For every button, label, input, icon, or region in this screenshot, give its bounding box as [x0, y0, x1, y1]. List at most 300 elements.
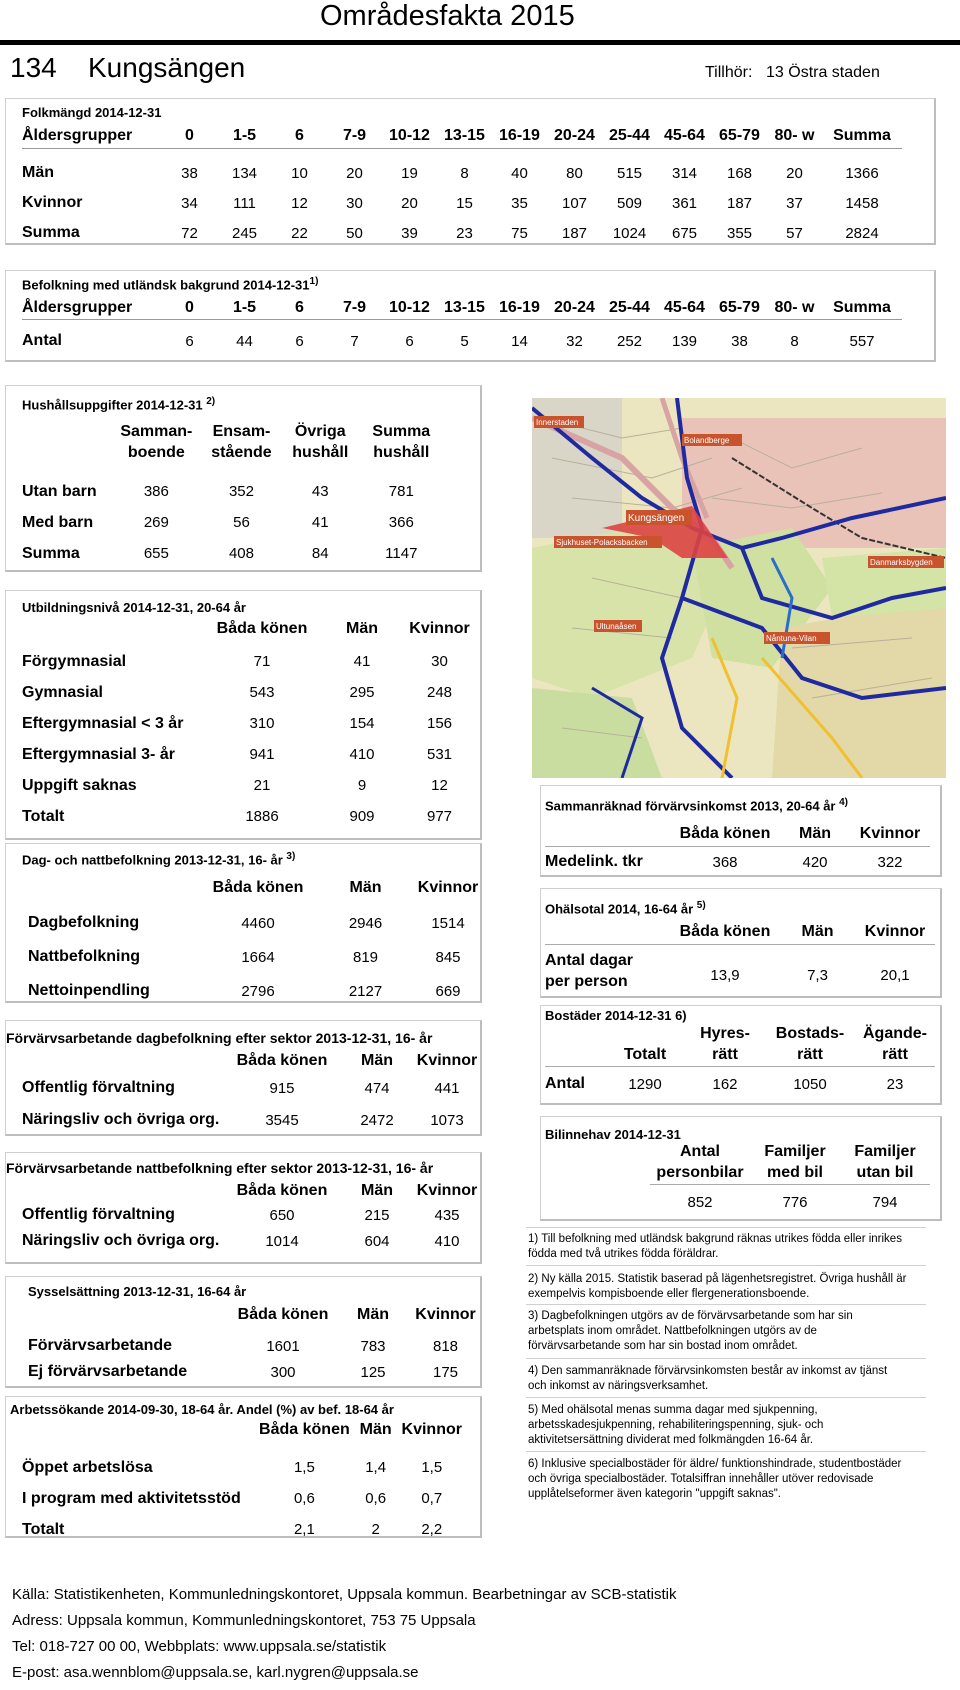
row-label: Nettoinpendling	[28, 982, 150, 999]
cell: 56	[233, 514, 250, 531]
cell: 776	[782, 1193, 808, 1211]
cell: 1073	[430, 1111, 464, 1129]
table-row	[545, 850, 930, 874]
col-header: 13-15	[444, 126, 485, 144]
col-header: Kvinnor	[416, 1182, 478, 1199]
cell: 75	[511, 224, 528, 242]
cell: 1886	[245, 808, 279, 825]
row-label: Män	[22, 164, 54, 181]
map-label-sjukhuset: Sjukhuset-Polacksbacken	[556, 538, 648, 547]
row-label: Gymnasial	[22, 683, 103, 701]
col-header: Övriga	[294, 423, 346, 440]
table-row	[22, 646, 477, 677]
cell: 1664	[241, 948, 275, 966]
col-header: Män	[799, 824, 831, 842]
cell: 604	[364, 1232, 390, 1250]
footer-email: E-post: asa.wennblom@uppsala.se, karl.nygren@uppsala.se	[12, 1664, 419, 1681]
cell: 1,4	[365, 1459, 387, 1476]
col-header: Båda könen	[259, 1421, 350, 1438]
col-header: boende	[127, 444, 185, 461]
table-row	[22, 476, 442, 507]
table-row	[22, 1514, 462, 1545]
cell: 531	[426, 746, 453, 763]
cell: 10	[291, 164, 308, 182]
housing-table	[545, 1024, 935, 1096]
table-row	[22, 538, 442, 569]
row-label: Kvinnor	[22, 194, 83, 211]
footnote-separator	[526, 1397, 926, 1398]
footer-source: Källa: Statistikenheten, Kommunledningskontoret, Uppsala kommun. Bearbetningar av SCB-statistik	[12, 1586, 677, 1603]
daynight-title	[22, 851, 295, 867]
cell: 366	[388, 514, 414, 531]
cell: 3545	[265, 1111, 299, 1129]
cell: 6	[405, 332, 414, 350]
cell: 13,9	[710, 966, 740, 984]
foreign-title	[22, 276, 318, 292]
table-row	[650, 1190, 930, 1214]
col-header: 1-5	[232, 298, 257, 316]
col-header: Ägande-	[863, 1025, 927, 1042]
cell: 57	[786, 224, 803, 242]
col-header: 13-15	[444, 298, 485, 316]
cell: 1,5	[293, 1459, 315, 1476]
education-header-row	[22, 618, 477, 640]
table-row	[545, 1072, 935, 1096]
col-header	[605, 1024, 685, 1044]
col-header: rätt	[712, 1045, 738, 1063]
row-label: Uppgift saknas	[22, 776, 137, 794]
daynight-note: 3)	[286, 851, 296, 862]
cell: 8	[460, 164, 469, 182]
col-header: hushåll	[373, 444, 430, 461]
cell: 5	[460, 332, 469, 350]
col-header: Familjer	[764, 1143, 826, 1160]
row-label: Antal	[545, 1075, 585, 1092]
cell: 8	[790, 332, 799, 350]
table-row	[22, 708, 477, 739]
housing-header-row-2	[545, 1044, 935, 1066]
daynight-header-row	[28, 876, 483, 900]
cell: 32	[566, 332, 583, 350]
cell: 50	[346, 224, 363, 242]
cell: 187	[726, 194, 753, 212]
households-title-text: Hushållsuppgifter 2014-12-31	[22, 397, 203, 413]
daynight-title-text: Dag- och nattbefolkning 2013-12-31, 16- år	[22, 852, 283, 868]
cell: 410	[349, 746, 375, 763]
map-label-boland: Bolandberge	[684, 436, 730, 445]
col-header: 20-24	[554, 126, 595, 144]
cell: 12	[431, 777, 448, 794]
cell: 650	[269, 1206, 295, 1224]
age-groups-label: Åldersgrupper	[22, 126, 133, 144]
income-title-text: Sammanräknad förvärvsinkomst 2013, 20-64 år	[545, 798, 836, 814]
col-header: Familjer	[854, 1143, 916, 1160]
cell: 818	[432, 1337, 459, 1355]
row-label: Summa	[22, 224, 80, 241]
map-label-innerstaden: Innerstaden	[536, 418, 579, 427]
cell: 38	[181, 164, 198, 182]
table-row	[22, 1452, 462, 1483]
col-header: Män	[359, 1421, 392, 1438]
cell: 2,2	[421, 1521, 443, 1538]
age-groups-label: Åldersgrupper	[22, 298, 133, 316]
footnote-separator	[526, 1304, 926, 1305]
row-label: Nattbefolkning	[28, 948, 140, 965]
cell: 30	[431, 653, 448, 670]
cell: 386	[143, 483, 169, 500]
map-label-ultuna: Ultunaåsen	[596, 622, 637, 631]
cell: 23	[456, 224, 473, 242]
header-rule	[0, 40, 960, 45]
table-row	[22, 1104, 482, 1136]
cell: 1024	[612, 224, 647, 242]
footnote-4: 4) Den sammanräknade förvärvsinkomsten består av inkomst av tjänst och inkomst av näringsverksamhet.	[528, 1365, 888, 1392]
cell: 20	[401, 194, 418, 212]
housing-header-row	[545, 1024, 935, 1044]
foreign-note: 1)	[309, 276, 319, 287]
col-header: Båda könen	[679, 824, 771, 842]
table-row	[22, 158, 902, 188]
cell: 845	[435, 948, 461, 966]
col-header: Kvinnor	[409, 620, 470, 637]
col-header: med bil	[766, 1163, 823, 1181]
households-title	[22, 396, 215, 412]
table-row	[22, 218, 902, 248]
footnote-separator	[526, 1451, 926, 1452]
cell: 156	[426, 715, 453, 732]
foreign-title-text: Befolkning med utländsk bakgrund 2014-12-31	[22, 277, 310, 293]
cars-title: Bilinnehav 2014-12-31	[545, 1127, 681, 1142]
cell: 1458	[845, 194, 879, 212]
cell: 314	[671, 164, 698, 182]
housing-title: Bostäder 2014-12-31 6)	[545, 1008, 687, 1023]
cell: 322	[877, 853, 903, 871]
sickness-title	[545, 900, 706, 916]
cell: 40	[511, 164, 528, 182]
cell: 2472	[360, 1111, 394, 1129]
cell: 352	[228, 483, 254, 500]
area-number: 134	[10, 52, 57, 83]
cell: 19	[401, 164, 418, 182]
col-header: 7-9	[342, 126, 367, 144]
cell: 14	[511, 332, 528, 350]
night-sector-header-row	[22, 1180, 482, 1202]
cell: 35	[511, 194, 528, 212]
col-header: 65-79	[719, 298, 760, 316]
cell: 139	[671, 332, 698, 350]
col-header: Summa	[833, 298, 891, 316]
col-header: 16-19	[499, 126, 540, 144]
col-header: 7-9	[342, 298, 367, 316]
cell: 252	[616, 332, 643, 350]
cell: 675	[671, 224, 698, 242]
cell: 794	[872, 1193, 898, 1211]
table-row	[22, 507, 442, 538]
cell: 1014	[265, 1232, 299, 1250]
table-row	[22, 1483, 462, 1514]
cell: 15	[456, 194, 473, 212]
cell: 2	[371, 1521, 380, 1538]
col-header: Hyres-	[700, 1025, 750, 1042]
sickness-table	[545, 920, 935, 994]
cell: 655	[143, 545, 169, 562]
col-header: 0	[185, 298, 194, 316]
cell: 41	[353, 653, 371, 670]
col-header: hushåll	[292, 444, 349, 461]
col-header: 10-12	[389, 126, 430, 144]
col-header: Män	[349, 879, 382, 896]
cell: 1,5	[421, 1459, 443, 1476]
row-label: Dagbefolkning	[28, 914, 140, 931]
cell: 783	[360, 1337, 386, 1355]
cell: 9	[357, 777, 367, 794]
employment-header-row	[28, 1303, 483, 1327]
col-header: Bostads-	[775, 1025, 845, 1042]
col-header: 20-24	[554, 298, 595, 316]
cell: 22	[291, 224, 308, 242]
cell: 1514	[431, 914, 465, 932]
cell: 368	[712, 853, 738, 871]
col-header: Kvinnor	[859, 824, 921, 842]
cell: 37	[786, 194, 803, 212]
cell: 420	[802, 853, 828, 871]
cell: 44	[236, 332, 253, 350]
cell: 34	[181, 194, 198, 212]
table-row	[22, 1228, 482, 1254]
population-table	[22, 124, 902, 248]
row-label: Summa	[22, 544, 80, 562]
education-table	[22, 618, 477, 832]
cell: 125	[360, 1363, 386, 1381]
table-row	[22, 739, 477, 770]
row-label-line-2: per person	[545, 973, 628, 990]
households-header-row-2	[22, 442, 442, 464]
cell: 977	[426, 808, 453, 825]
cell: 41	[311, 514, 329, 531]
col-header: Båda könen	[212, 879, 304, 896]
cars-table	[650, 1142, 930, 1214]
cell: 248	[426, 684, 453, 701]
cell: 355	[726, 224, 753, 242]
cell: 111	[233, 194, 256, 212]
row-label: Totalt	[22, 807, 65, 825]
map-graphic	[532, 398, 946, 778]
col-header: Summa	[833, 126, 891, 144]
row-label: Totalt	[22, 1520, 65, 1538]
cell: 515	[616, 164, 643, 182]
row-label: I program med aktivitetsstöd	[22, 1489, 241, 1507]
row-label: Medelink. tkr	[545, 853, 643, 870]
cell: 2824	[845, 224, 879, 242]
row-label: Näringsliv och övriga org.	[22, 1232, 220, 1249]
col-header: 10-12	[389, 298, 430, 316]
cell: 1050	[793, 1075, 827, 1093]
col-header: Kvinnor	[417, 879, 479, 896]
map-label-kungsangen: Kungsängen	[628, 513, 685, 524]
cell: 162	[712, 1075, 738, 1093]
row-label: Offentlig förvaltning	[22, 1079, 175, 1096]
day-sector-header-row	[22, 1050, 482, 1072]
table-row	[545, 948, 935, 994]
cell: 4460	[241, 914, 275, 932]
col-header: 6	[295, 126, 304, 144]
footnote-6: 6) Inklusive specialbostäder för äldre/ funktionshindrade, studentbostäder och övriga specialbostäder. Totalsiffran innehåller utöver redovisade upplåtelseformer även kategorin "uppgift saknas".	[528, 1458, 902, 1500]
cell: 819	[352, 948, 379, 966]
col-header: rätt	[797, 1045, 823, 1063]
row-label: Utan barn	[22, 482, 97, 500]
col-header: Män	[346, 620, 378, 637]
col-header: Summa	[372, 423, 431, 440]
cars-header-row-2	[650, 1162, 930, 1184]
col-header: Totalt	[623, 1045, 667, 1063]
row-label: Eftergymnasial < 3 år	[22, 714, 184, 732]
col-header: Ensam-	[212, 423, 271, 440]
area-map	[532, 398, 946, 778]
area-name: Kungsängen	[88, 52, 246, 83]
income-header-row	[545, 822, 930, 846]
cell: 909	[349, 808, 375, 825]
col-header: utan bil	[856, 1163, 914, 1181]
population-header-row	[22, 124, 902, 148]
jobseekers-header-row	[22, 1418, 462, 1442]
cell: 361	[671, 194, 698, 212]
col-header: stående	[211, 444, 272, 461]
cell: 23	[886, 1075, 904, 1093]
households-note: 2)	[206, 396, 216, 407]
table-row	[22, 770, 477, 801]
col-header: 25-44	[609, 126, 650, 144]
row-label: Näringsliv och övriga org.	[22, 1111, 220, 1128]
cell: 6	[295, 332, 304, 350]
employment-title: Sysselsättning 2013-12-31, 16-64 år	[28, 1284, 247, 1299]
cell: 187	[561, 224, 588, 242]
col-header: Antal	[680, 1143, 720, 1160]
cell: 1290	[628, 1075, 662, 1093]
col-header: 45-64	[664, 298, 705, 316]
cell: 0,6	[293, 1490, 315, 1507]
footnote-3: 3) Dagbefolkningen utgörs av de förvärvsarbetande som har sin arbetsplats inom området. Nattbefolkningen utgörs av de förvärvsarbetande som har sin bostad inom området.	[528, 1310, 853, 1352]
col-header: Kvinnor	[415, 1306, 476, 1323]
cell: 557	[849, 332, 875, 350]
jobseekers-table	[22, 1418, 462, 1545]
table-row	[22, 801, 477, 832]
cell: 2796	[241, 982, 275, 1000]
day-sector-table	[22, 1050, 482, 1136]
col-header: 80- w	[774, 126, 815, 144]
cell: 84	[311, 545, 329, 562]
col-header: Män	[361, 1052, 393, 1069]
jobseekers-title: Arbetssökande 2014-09-30, 18-64 år. Andel (%) av bef. 18-64 år	[10, 1402, 394, 1417]
foreign-header-row	[22, 297, 902, 319]
footnote-1: 1) Till befolkning med utländsk bakgrund räknas utrikes födda eller inrikes födda med två utrikes födda föräldrar.	[528, 1233, 902, 1260]
cell: 474	[364, 1079, 390, 1097]
cell: 7	[350, 332, 359, 350]
cell: 669	[435, 982, 461, 1000]
col-header: Båda könen	[236, 1052, 328, 1069]
cell: 1601	[266, 1337, 300, 1355]
col-header: 1-5	[232, 126, 257, 144]
cell: 0,6	[365, 1490, 387, 1507]
col-header: 6	[295, 298, 304, 316]
row-label: Ej förvärvsarbetande	[28, 1363, 188, 1380]
cell: 20,1	[880, 966, 910, 984]
table-row	[22, 1202, 482, 1228]
table-row	[22, 1072, 482, 1104]
income-title	[545, 797, 848, 813]
footnote-separator	[526, 1358, 926, 1359]
cell: 21	[253, 777, 271, 794]
day-sector-title: Förvärvsarbetande dagbefolkning efter sektor 2013-12-31, 16- år	[6, 1030, 433, 1046]
cell: 781	[388, 483, 414, 500]
footer-phone: Tel: 018-727 00 00, Webbplats: www.uppsala.se/statistik	[12, 1638, 387, 1655]
education-title: Utbildningsnivå 2014-12-31, 20-64 år	[22, 600, 246, 615]
col-header: 45-64	[664, 126, 705, 144]
col-header: Kvinnor	[401, 1421, 462, 1438]
col-header: personbilar	[656, 1163, 744, 1181]
cell: 245	[231, 224, 258, 242]
cell: 2946	[348, 914, 383, 932]
cell: 941	[249, 746, 275, 763]
footnote-separator	[526, 1265, 926, 1266]
cell: 43	[311, 483, 329, 500]
cell: 12	[291, 194, 308, 212]
table-row	[22, 677, 477, 708]
col-header: 16-19	[499, 298, 540, 316]
cell: 1147	[385, 545, 418, 562]
cell: 269	[143, 514, 169, 531]
cell: 2,1	[293, 1521, 315, 1538]
cell: 30	[346, 194, 363, 212]
employment-table	[28, 1303, 483, 1385]
cell: 852	[687, 1193, 713, 1211]
row-label: Antal	[22, 332, 62, 349]
cars-header-row	[650, 1142, 930, 1162]
cell: 408	[228, 545, 254, 562]
row-label-line-1: Antal dagar	[545, 952, 634, 969]
income-note: 4)	[839, 797, 849, 808]
sickness-note: 5)	[696, 900, 706, 911]
footnote-5: 5) Med ohälsotal menas summa dagar med sjukpenning, arbetsskadesjukpenning, rehabiliteringspenning, sjuk- och aktivitetsersättning dividerat med folkmängden 16-64 år.	[528, 1404, 824, 1446]
cell: 72	[181, 224, 198, 242]
cell: 1366	[845, 164, 879, 182]
population-title: Folkmängd 2014-12-31	[22, 105, 162, 120]
table-row	[28, 940, 483, 974]
row-label: Förvärvsarbetande	[28, 1337, 173, 1354]
col-header: Män	[801, 922, 834, 940]
map-label-dansk: Danmarksbygden	[870, 558, 933, 567]
row-label: Offentlig förvaltning	[22, 1206, 175, 1223]
col-header: Båda könen	[237, 1306, 329, 1323]
col-header: 25-44	[609, 298, 650, 316]
cell: 435	[434, 1206, 460, 1224]
belongs-label: Tillhör:	[705, 64, 753, 81]
cell: 175	[432, 1363, 459, 1381]
cell: 6	[185, 332, 194, 350]
cell: 80	[566, 164, 583, 182]
cell: 300	[270, 1363, 296, 1381]
cell: 168	[726, 164, 753, 182]
cell: 154	[349, 715, 375, 732]
daynight-table	[28, 876, 483, 1008]
table-row	[28, 1333, 483, 1359]
cell: 134	[231, 164, 258, 182]
cell: 20	[786, 164, 803, 182]
row-label	[545, 948, 670, 994]
table-row	[22, 188, 902, 218]
cell: 2127	[348, 982, 383, 1000]
page-title: Områdesfakta 2015	[320, 0, 575, 32]
night-sector-table	[22, 1180, 482, 1254]
